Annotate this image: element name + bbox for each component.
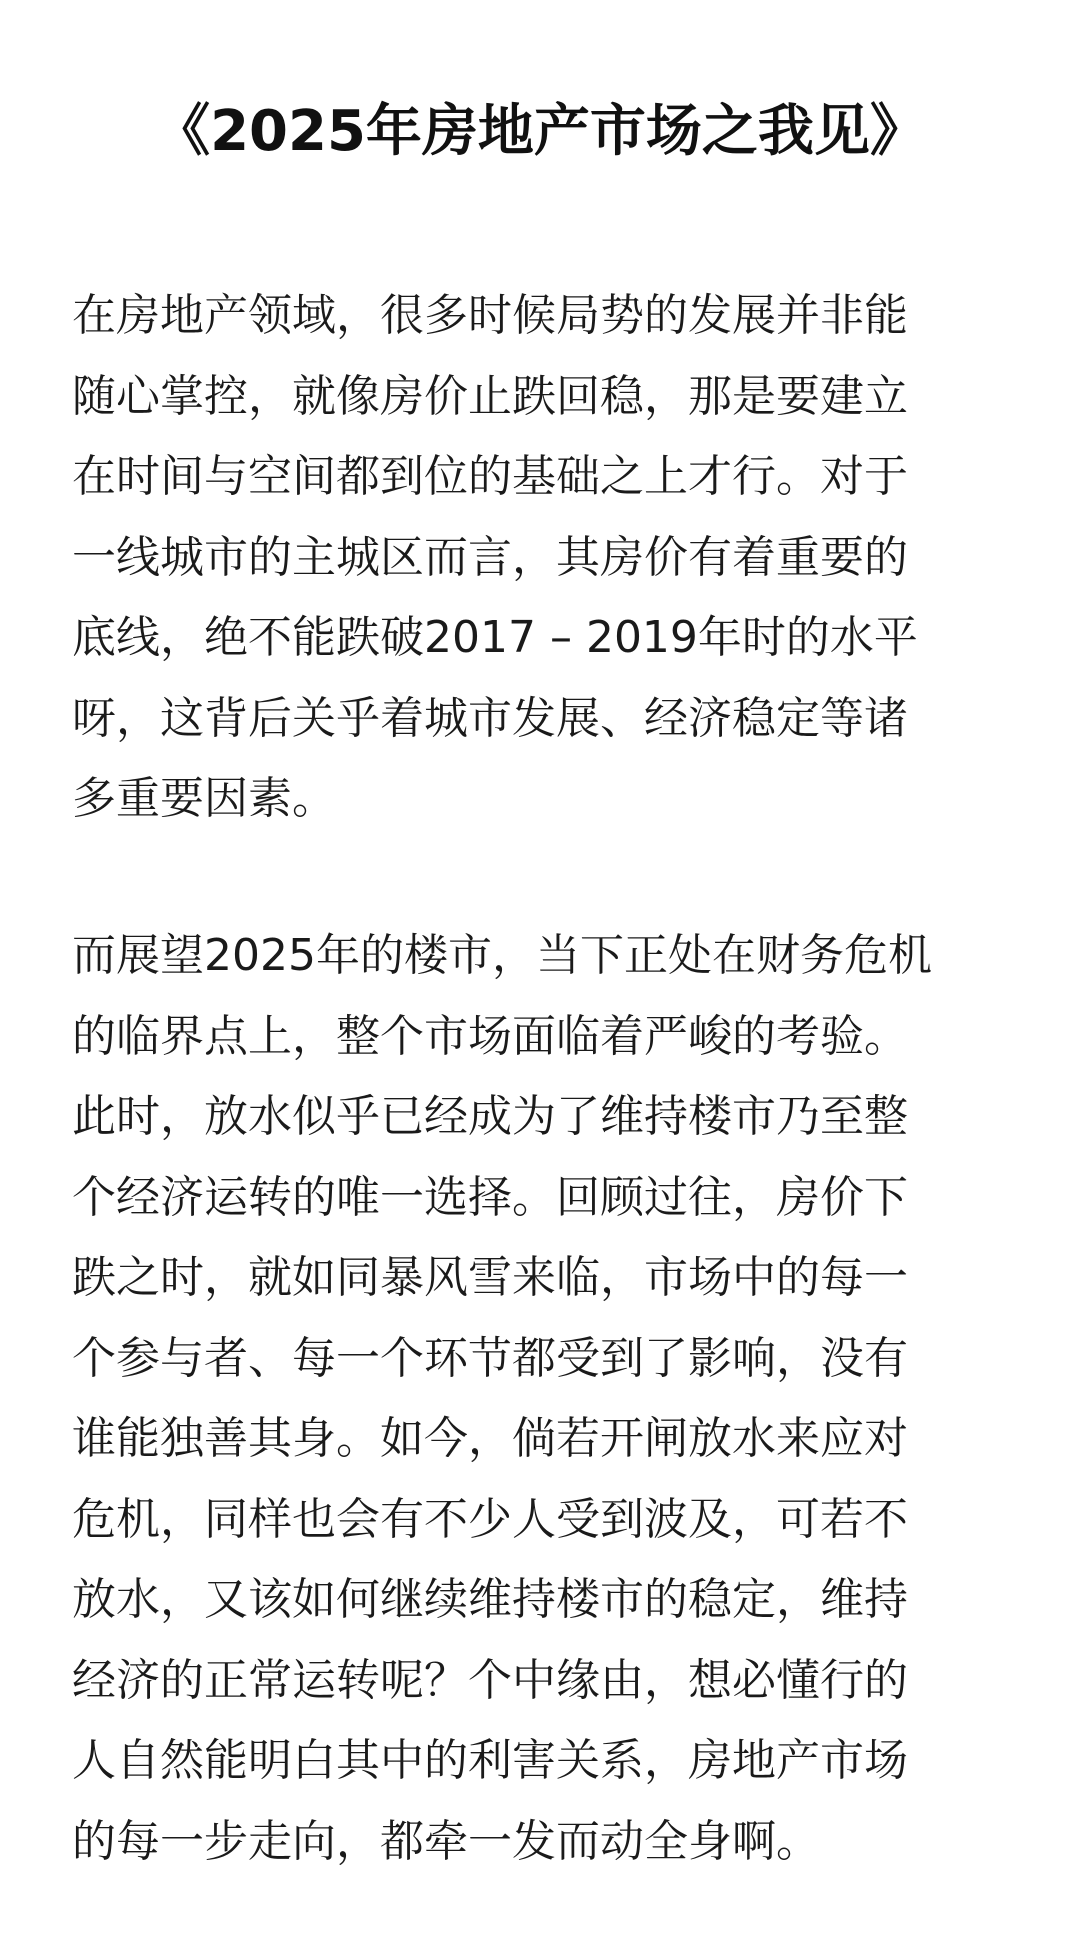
paragraph-line: 底线，绝不能跌破2017 – 2019年时的水平 <box>72 612 918 663</box>
paragraph-line: 此时，放水似乎已经成为了维持楼市乃至整 <box>72 1091 908 1142</box>
article-title: 《2025年房地产市场之我见》 <box>154 99 926 164</box>
paragraph-line: 的临界点上，整个市场面临着严峻的考验。 <box>72 1010 908 1062</box>
paragraph-line: 呀，这背后关乎着城市发展、经济稳定等诸 <box>72 692 908 744</box>
paragraph-line: 多重要因素。 <box>72 773 336 824</box>
paragraph-line: 放水，又该如何继续维持楼市的稳定，维持 <box>72 1574 908 1625</box>
article-paragraph-2 <box>72 916 1012 1882</box>
paragraph-line: 人自然能明白其中的利害关系，房地产市场 <box>72 1735 908 1786</box>
paragraph-line: 危机，同样也会有不少人受到波及，可若不 <box>72 1493 908 1545</box>
paragraph-line: 谁能独善其身。如今，倘若开闸放水来应对 <box>72 1413 908 1464</box>
paragraph-line: 一线城市的主城区而言，其房价有着重要的 <box>72 531 908 583</box>
paragraph-line: 个参与者、每一个环节都受到了影响，没有 <box>72 1332 908 1384</box>
paragraph-line: 经济的正常运转呢？个中缘由，想必懂行的 <box>72 1654 908 1706</box>
paragraph-line: 而展望2025年的楼市，当下正处在财务危机 <box>72 930 932 981</box>
paragraph-line: 在时间与空间都到位的基础之上才行。对于 <box>72 451 908 502</box>
paragraph-line: 跌之时，就如同暴风雪来临，市场中的每一 <box>72 1252 908 1303</box>
paragraph-line: 的每一步走向，都牵一发而动全身啊。 <box>72 1815 820 1867</box>
article-paragraph-1 <box>72 276 1012 840</box>
paragraph-line: 随心掌控，就像房价止跌回稳，那是要建立 <box>72 370 908 422</box>
paragraph-line: 个经济运转的唯一选择。回顾过往，房价下 <box>72 1171 908 1223</box>
paragraph-line: 在房地产领域，很多时候局势的发展并非能 <box>72 290 908 341</box>
